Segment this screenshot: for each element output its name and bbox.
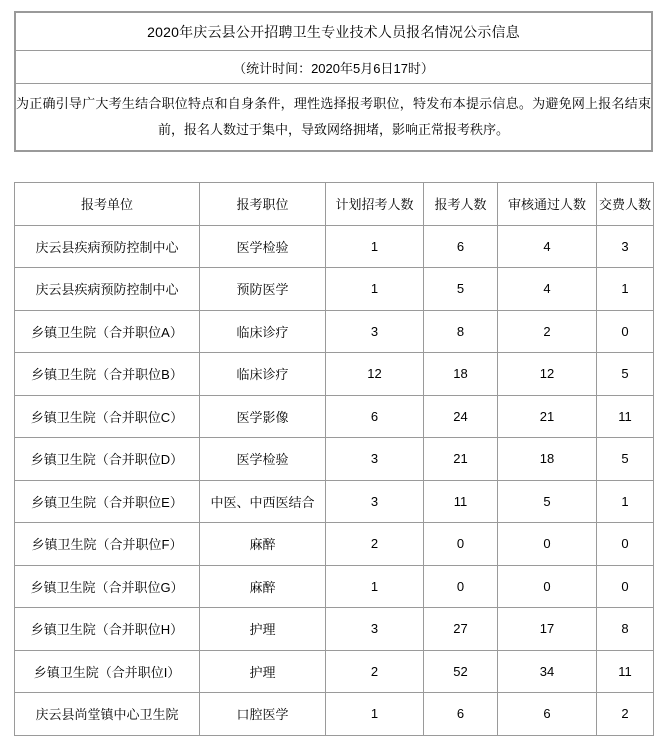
cell-passed: 2 xyxy=(498,310,597,353)
cell-unit: 乡镇卫生院（合并职位I） xyxy=(15,650,200,693)
table-row xyxy=(15,438,654,481)
cell-applied: 6 xyxy=(424,225,498,268)
cell-paid: 3 xyxy=(597,225,654,268)
cell-paid: 5 xyxy=(597,353,654,396)
cell-post: 临床诊疗 xyxy=(200,353,326,396)
cell-passed: 0 xyxy=(498,565,597,608)
cell-applied: 6 xyxy=(424,693,498,736)
cell-unit: 庆云县疾病预防控制中心 xyxy=(15,268,200,311)
cell-post: 护理 xyxy=(200,650,326,693)
cell-paid: 0 xyxy=(597,565,654,608)
table-row xyxy=(15,395,654,438)
cell-paid: 0 xyxy=(597,523,654,566)
cell-applied: 8 xyxy=(424,310,498,353)
cell-plan: 12 xyxy=(326,353,424,396)
cell-unit: 乡镇卫生院（合并职位C） xyxy=(15,395,200,438)
table-row xyxy=(15,693,654,736)
cell-paid: 1 xyxy=(597,480,654,523)
cell-passed: 18 xyxy=(498,438,597,481)
cell-applied: 0 xyxy=(424,565,498,608)
table-row xyxy=(15,608,654,651)
cell-applied: 0 xyxy=(424,523,498,566)
page-title: 2020年庆云县公开招聘卫生专业技术人员报名情况公示信息 xyxy=(16,13,652,51)
cell-applied: 11 xyxy=(424,480,498,523)
cell-applied: 24 xyxy=(424,395,498,438)
cell-passed: 6 xyxy=(498,693,597,736)
cell-plan: 3 xyxy=(326,608,424,651)
cell-post: 临床诊疗 xyxy=(200,310,326,353)
cell-applied: 21 xyxy=(424,438,498,481)
notice-row xyxy=(16,84,652,151)
table-row xyxy=(15,480,654,523)
cell-passed: 5 xyxy=(498,480,597,523)
cell-passed: 34 xyxy=(498,650,597,693)
table-row xyxy=(15,523,654,566)
cell-unit: 乡镇卫生院（合并职位A） xyxy=(15,310,200,353)
cell-passed: 21 xyxy=(498,395,597,438)
cell-plan: 1 xyxy=(326,268,424,311)
cell-paid: 5 xyxy=(597,438,654,481)
statistics-time-subtitle: （统计时间：2020年5月6日17时） xyxy=(16,51,652,84)
cell-unit: 乡镇卫生院（合并职位H） xyxy=(15,608,200,651)
cell-unit: 庆云县疾病预防控制中心 xyxy=(15,225,200,268)
cell-paid: 11 xyxy=(597,650,654,693)
cell-post: 口腔医学 xyxy=(200,693,326,736)
table-row xyxy=(15,565,654,608)
cell-unit: 乡镇卫生院（合并职位B） xyxy=(15,353,200,396)
registration-table-container xyxy=(14,182,653,736)
subtitle-row xyxy=(16,51,652,84)
cell-applied: 27 xyxy=(424,608,498,651)
notice-cell xyxy=(16,84,652,151)
cell-unit: 乡镇卫生院（合并职位E） xyxy=(15,480,200,523)
cell-post: 预防医学 xyxy=(200,268,326,311)
cell-unit: 乡镇卫生院（合并职位G） xyxy=(15,565,200,608)
cell-plan: 3 xyxy=(326,480,424,523)
cell-passed: 0 xyxy=(498,523,597,566)
header-table xyxy=(15,12,652,151)
cell-unit: 乡镇卫生院（合并职位F） xyxy=(15,523,200,566)
table-body xyxy=(15,225,654,735)
column-header-post: 报考职位 xyxy=(200,183,326,226)
cell-plan: 2 xyxy=(326,650,424,693)
cell-paid: 1 xyxy=(597,268,654,311)
title-row xyxy=(16,13,652,51)
cell-plan: 1 xyxy=(326,693,424,736)
column-header-plan-count: 计划招考人数 xyxy=(326,183,424,226)
cell-paid: 8 xyxy=(597,608,654,651)
cell-post: 麻醉 xyxy=(200,523,326,566)
cell-post: 医学影像 xyxy=(200,395,326,438)
table-row xyxy=(15,353,654,396)
table-header-row xyxy=(15,183,654,226)
announcement-header-block xyxy=(14,11,653,152)
table-row xyxy=(15,650,654,693)
column-header-paid: 交费人数 xyxy=(597,183,654,226)
cell-plan: 3 xyxy=(326,310,424,353)
cell-plan: 3 xyxy=(326,438,424,481)
cell-passed: 4 xyxy=(498,268,597,311)
column-header-applied: 报考人数 xyxy=(424,183,498,226)
cell-post: 麻醉 xyxy=(200,565,326,608)
cell-applied: 52 xyxy=(424,650,498,693)
registration-table xyxy=(14,182,654,736)
cell-unit: 乡镇卫生院（合并职位D） xyxy=(15,438,200,481)
notice-text: 为正确引导广大考生结合职位特点和自身条件，理性选择报考职位，特发布本提示信息。为避免网上报名结束前，报名人数过于集中，导致网络拥堵，影响正常报考秩序。 xyxy=(16,96,651,137)
cell-plan: 1 xyxy=(326,225,424,268)
cell-paid: 11 xyxy=(597,395,654,438)
table-row xyxy=(15,310,654,353)
table-row xyxy=(15,225,654,268)
cell-post: 医学检验 xyxy=(200,438,326,481)
cell-plan: 2 xyxy=(326,523,424,566)
cell-applied: 18 xyxy=(424,353,498,396)
cell-unit: 庆云县尚堂镇中心卫生院 xyxy=(15,693,200,736)
cell-paid: 0 xyxy=(597,310,654,353)
cell-post: 医学检验 xyxy=(200,225,326,268)
cell-post: 护理 xyxy=(200,608,326,651)
cell-passed: 17 xyxy=(498,608,597,651)
cell-post: 中医、中西医结合 xyxy=(200,480,326,523)
column-header-unit: 报考单位 xyxy=(15,183,200,226)
cell-plan: 1 xyxy=(326,565,424,608)
cell-paid: 2 xyxy=(597,693,654,736)
cell-passed: 4 xyxy=(498,225,597,268)
cell-applied: 5 xyxy=(424,268,498,311)
column-header-passed: 审核通过人数 xyxy=(498,183,597,226)
cell-passed: 12 xyxy=(498,353,597,396)
table-row xyxy=(15,268,654,311)
cell-plan: 6 xyxy=(326,395,424,438)
